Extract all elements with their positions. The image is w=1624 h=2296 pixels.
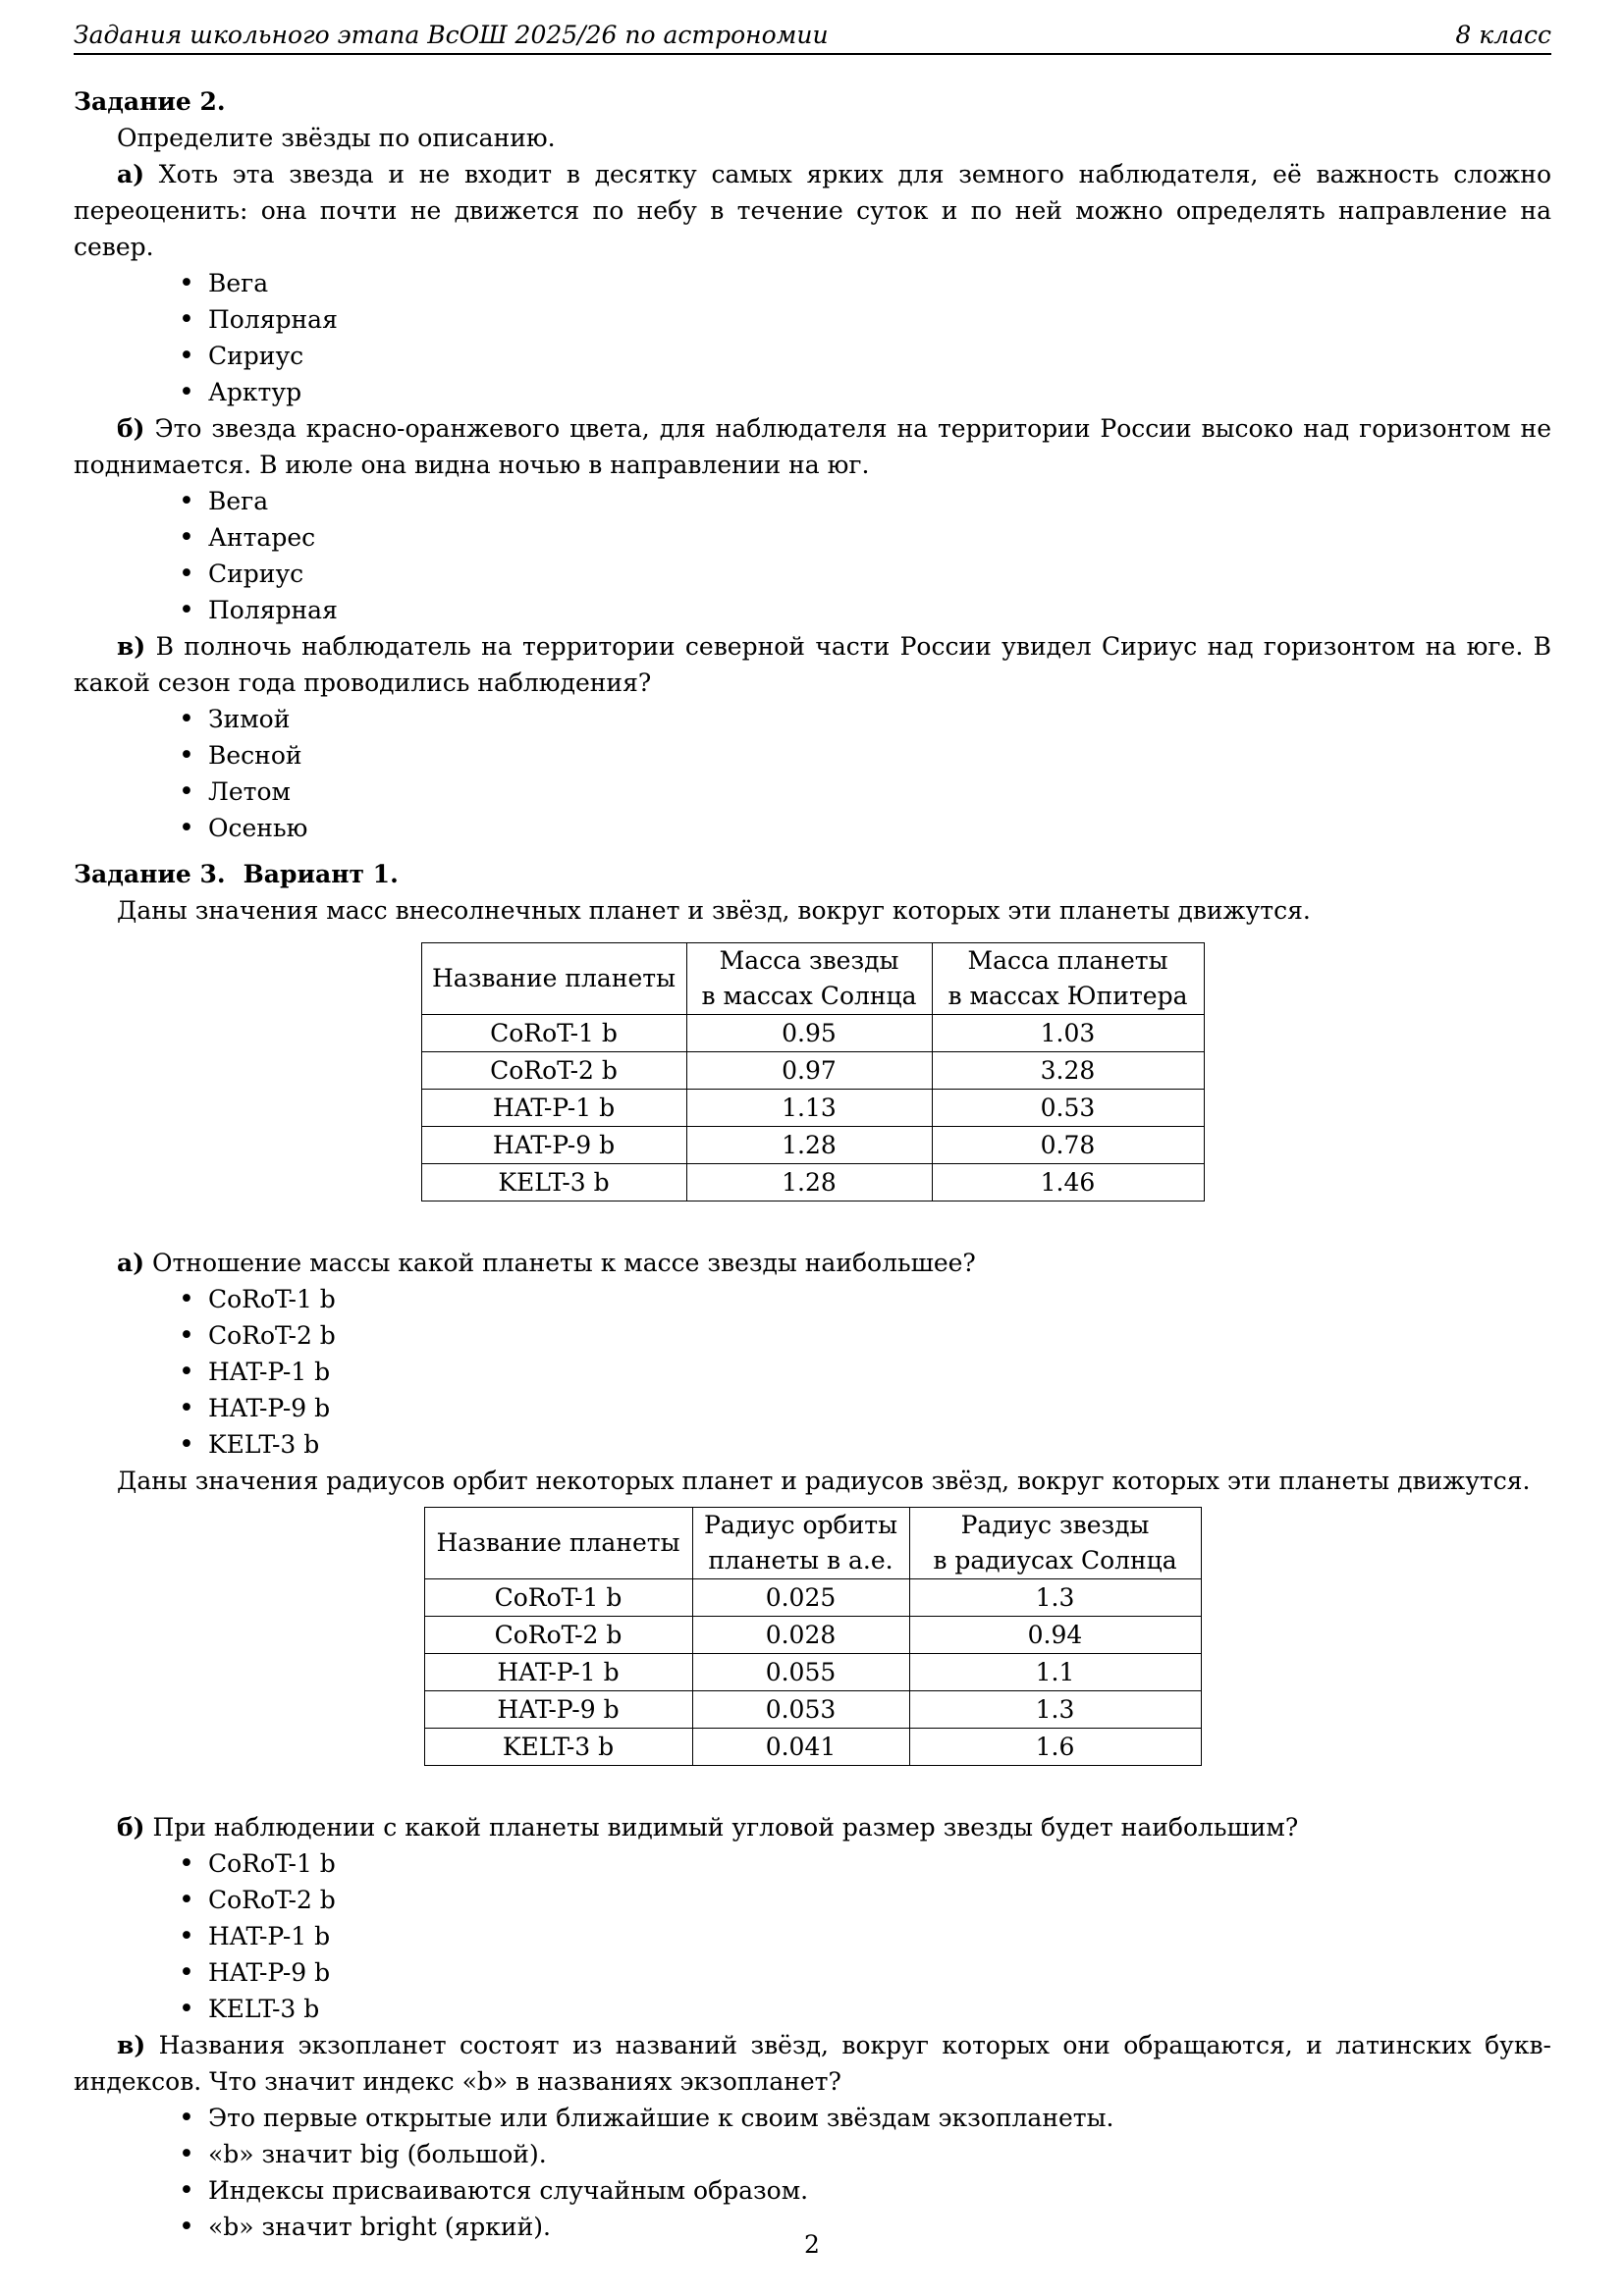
task2-question-c (74, 628, 1551, 701)
task3-question-c (74, 2027, 1551, 2100)
task3-options-a (74, 1281, 1551, 1463)
header-grade: 8 класс (1455, 21, 1551, 49)
task2-label-c: в) (117, 632, 146, 661)
col-star-mass: Масса звезды в массах Солнца (686, 943, 932, 1015)
table-row: HAT-P-1 b 0.055 1.1 (424, 1654, 1201, 1691)
task3-intro-radius: Даны значения радиусов орбит некоторых планет и радиусов звёзд, вокруг которых эти планеты движутся. (117, 1467, 1531, 1495)
task3-text-c: Названия экзопланет состоят из названий звёзд, вокруг которых они обращаются, и латинских букв-индексов. Что значит индекс «b» в названиях экзопланет? (74, 2031, 1552, 2096)
col-orbit-radius: Радиус орбиты планеты в а.е. (692, 1508, 909, 1579)
task3-options-b (74, 1845, 1551, 2027)
option-item: • Вега (208, 483, 1551, 519)
option-item: • CoRoT-1 b (208, 1845, 1551, 1882)
table-row: KELT-3 b 0.041 1.6 (424, 1729, 1201, 1766)
col-planet-name: Название планеты (424, 1508, 692, 1579)
option-item: • Сириус (208, 338, 1551, 374)
table-header-row (424, 1508, 1201, 1579)
task2-label-a: а) (117, 160, 145, 188)
page-number: 2 (804, 2230, 820, 2259)
option-item: • Полярная (208, 301, 1551, 338)
task2-question-b (74, 410, 1551, 483)
option-item: • Зимой (208, 701, 1551, 737)
option-item: • Вега (208, 265, 1551, 301)
task3-intro-mass: Даны значения масс внесолнечных планет и звёзд, вокруг которых эти планеты движутся. (117, 896, 1311, 925)
task3-text-b: При наблюдении с какой планеты видимый угловой размер звезды будет наибольшим? (152, 1813, 1299, 1842)
task3-label-a: а) (117, 1249, 145, 1277)
option-item: • Полярная (208, 592, 1551, 628)
option-item: • HAT-P-9 b (208, 1390, 1551, 1426)
task2-options-c (74, 701, 1551, 846)
option-item: • «b» значит bright (яркий). (208, 2209, 1551, 2245)
option-item: • KELT-3 b (208, 1426, 1551, 1463)
option-item: • CoRoT-2 b (208, 1317, 1551, 1354)
task3-title: Задание 3. Вариант 1. (74, 860, 399, 888)
option-item: • Антарес (208, 519, 1551, 556)
table-row: CoRoT-2 b 0.97 3.28 (421, 1052, 1204, 1090)
col-star-radius: Радиус звезды в радиусах Солнца (909, 1508, 1201, 1579)
option-item: • Осенью (208, 810, 1551, 846)
option-item: • Весной (208, 737, 1551, 774)
option-item: • CoRoT-2 b (208, 1882, 1551, 1918)
radius-table (424, 1507, 1202, 1766)
task3-text-a: Отношение массы какой планеты к массе звезды наибольшее? (151, 1249, 976, 1277)
task3-question-b (74, 1809, 1551, 1845)
option-item: • «b» значит big (большой). (208, 2136, 1551, 2172)
option-item: • CoRoT-1 b (208, 1281, 1551, 1317)
task3-label-c: в) (117, 2031, 146, 2059)
option-item: • Индексы присваиваются случайным образом. (208, 2172, 1551, 2209)
table-row: CoRoT-1 b 0.025 1.3 (424, 1579, 1201, 1617)
col-planet-name: Название планеты (421, 943, 686, 1015)
table-row: HAT-P-9 b 0.053 1.3 (424, 1691, 1201, 1729)
table-row: CoRoT-2 b 0.028 0.94 (424, 1617, 1201, 1654)
option-item: • KELT-3 b (208, 1991, 1551, 2027)
mass-table (421, 942, 1205, 1201)
header-rule (74, 53, 1551, 55)
table-row: CoRoT-1 b 0.95 1.03 (421, 1015, 1204, 1052)
task2-title: Задание 2. (74, 87, 226, 116)
option-item: • Это первые открытые или ближайшие к своим звёздам экзопланеты. (208, 2100, 1551, 2136)
table-header-row (421, 943, 1204, 1015)
task2-options-a (74, 265, 1551, 410)
task3-label-b: б) (117, 1813, 145, 1842)
header-title: Задания школьного этапа ВсОШ 2025/26 по астрономии (74, 21, 829, 49)
table-row: KELT-3 b 1.28 1.46 (421, 1164, 1204, 1201)
task2-intro: Определите звёзды по описанию. (117, 124, 556, 152)
option-item: • Летом (208, 774, 1551, 810)
option-item: • HAT-P-1 b (208, 1918, 1551, 1954)
task2-options-b (74, 483, 1551, 628)
task2-question-a (74, 156, 1551, 265)
col-planet-mass: Масса планеты в массах Юпитера (932, 943, 1204, 1015)
task2-text-a: Хоть эта звезда и не входит в десятку самых ярких для земного наблюдателя, её важность сложно переоценить: она почти не движется по небу в течение суток и по ней можно определять направление на север. (74, 160, 1551, 261)
table-row: HAT-P-1 b 1.13 0.53 (421, 1090, 1204, 1127)
task3-variant: Вариант 1. (243, 860, 399, 888)
option-item: • HAT-P-9 b (208, 1954, 1551, 1991)
option-item: • Сириус (208, 556, 1551, 592)
task2-label-b: б) (117, 414, 145, 443)
task2-text-b: Это звезда красно-оранжевого цвета, для наблюдателя на территории России высоко над горизонтом не поднимается. В июле она видна ночью в направлении на юг. (74, 414, 1551, 479)
task2-text-c: В полночь наблюдатель на территории северной части России увидел Сириус над горизонтом на юге. В какой сезон года проводились наблюдения? (74, 632, 1551, 697)
task3-question-a (74, 1245, 1551, 1281)
page-header (74, 20, 1551, 51)
option-item: • Арктур (208, 374, 1551, 410)
table-row: HAT-P-9 b 1.28 0.78 (421, 1127, 1204, 1164)
task3-options-c (74, 2100, 1551, 2245)
option-item: • HAT-P-1 b (208, 1354, 1551, 1390)
